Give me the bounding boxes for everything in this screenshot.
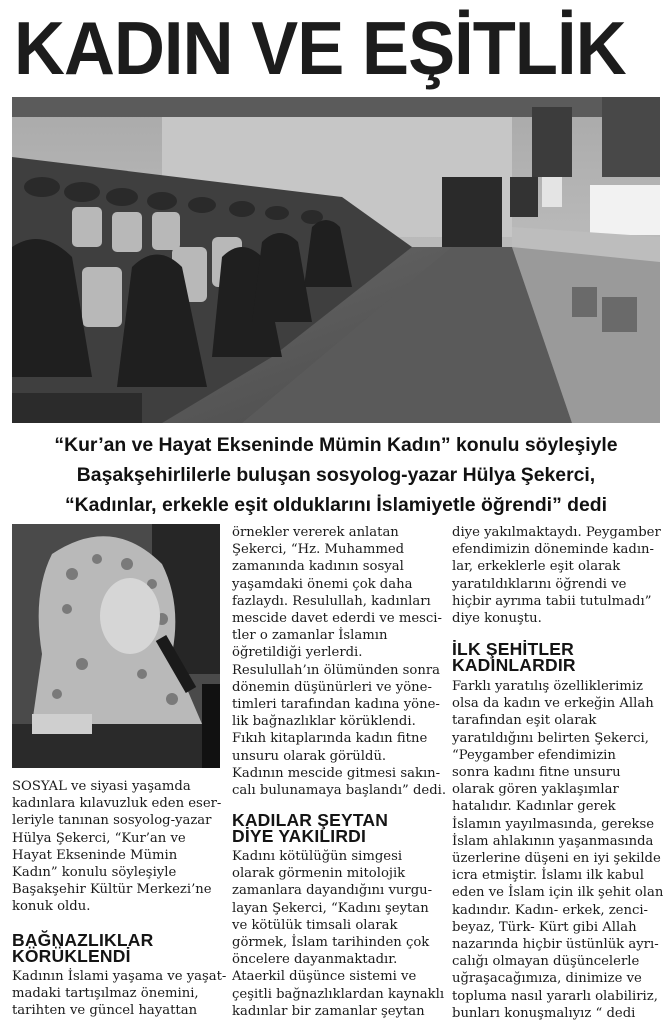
- body-line: diye yakılmaktaydı. Peygamber: [452, 525, 661, 540]
- body-line: layan Şekerci, “Kadını şeytan: [232, 900, 429, 916]
- body-line: dönemin düşünürleri ve yöne-: [232, 679, 432, 695]
- subhead-line: BAĞNAZLIKLAR: [12, 930, 154, 950]
- body-line: efendimizin döneminde kadın-: [452, 542, 655, 558]
- deck: [6, 430, 666, 520]
- body-line: kadınlara kılavuzluk eden eser-: [12, 796, 222, 812]
- body-line: nazarında hiçbir üstünlük ayrı-: [452, 937, 659, 953]
- deck-line: “Kadınlar, erkekle eşit olduklarını İslamiyetle öğrendi” dedi: [64, 494, 608, 516]
- deck-line: Başakşehirlilerle buluşan sosyolog-yazar Hülya Şekerci,: [76, 464, 596, 486]
- body-line: yaşamdaki önemi çok daha: [232, 576, 413, 592]
- body-line: SOSYAL ve siyasi yaşamda: [12, 779, 191, 794]
- body-line: zamanlara dayandığını vurgu-: [232, 883, 433, 899]
- body-line: tler o zamanlar İslamın: [232, 628, 388, 644]
- body-line: Farklı yaratılış özelliklerimiz: [452, 679, 643, 694]
- subhead-line: KÖRÜKLENDİ: [12, 946, 131, 966]
- body-line: görmek, İslam tarihinden çok: [232, 935, 430, 951]
- body-line: kadınlar bir zamanlar şeytan: [232, 1003, 425, 1019]
- body-line: “Peygamber efendimizin: [452, 747, 616, 763]
- body-line: diye konuştu.: [452, 611, 542, 627]
- body-line: eden ve İslam için ilk şehit olan: [452, 885, 664, 901]
- headline: KADIN VE EŞİTLİK: [14, 6, 626, 90]
- body-line: timleri tarafından kadına yöne-: [232, 697, 440, 713]
- body-line: Resulullah’ın ölümünden sonra: [232, 662, 441, 678]
- body-line: lar, erkeklerle eşit olarak: [452, 559, 621, 575]
- article-column-1-continued: [12, 968, 227, 1020]
- deck-line: “Kur’an ve Hayat Ekseninde Mümin Kadın” konulu söyleşiyle: [54, 434, 618, 456]
- subhead-kadilar-seytan: [232, 812, 442, 844]
- body-line: yaratıldığını belirten Şekerci,: [452, 730, 649, 746]
- body-line: bunları konuşmalıyız “ dedi: [452, 1005, 636, 1021]
- body-line: İslamın yayılmasında, gerekse: [452, 816, 655, 832]
- article-column-2: [232, 524, 447, 799]
- body-line: calığı olmayan düşüncelerle: [452, 954, 640, 970]
- article-column-1: [12, 778, 222, 916]
- speaker-portrait: [12, 524, 220, 768]
- body-line: öncelere dayanmaktadır.: [232, 952, 398, 968]
- body-line: calı bulunamaya başlandı” dedi.: [232, 783, 447, 799]
- body-line: hatalıdır. Kadınlar gerek: [452, 799, 616, 815]
- body-line: icra etmiştir. İslamı ilk kabul: [452, 868, 644, 884]
- body-line: Kadın” konulu söyleşiyle: [12, 865, 177, 881]
- subhead-bagnazliklar: [12, 932, 222, 964]
- body-line: beyaz, Türk- Kürt gibi Allah: [452, 919, 637, 935]
- body-line: unsuru olarak görüldü.: [232, 748, 387, 764]
- subhead-line: DİYE YAKILIRDI: [232, 826, 367, 846]
- body-line: fazlaydı. Resulullah, kadınları: [232, 593, 431, 609]
- article-column-3-continued: [452, 678, 664, 1022]
- body-line: Hülya Şekerci, “Kur’an ve: [12, 830, 186, 846]
- body-line: mescide davet ederdi ve mesci-: [232, 611, 442, 627]
- body-line: Kadının İslami yaşama ve yaşat-: [12, 969, 227, 984]
- body-line: leriyle tanınan sosyolog-yazar: [12, 813, 212, 829]
- body-line: çeşitli bağnazlıklardan kaynaklı: [232, 986, 445, 1002]
- body-line: topluma nasıl yararlı olabiliriz,: [452, 988, 658, 1004]
- body-line: kadındır. Kadın- erkek, zenci-: [452, 902, 649, 918]
- body-line: uğraşacağımıza, dinimize ve: [452, 971, 642, 987]
- body-line: Ataerkil düşünce sistemi ve: [232, 969, 417, 985]
- body-line: üzerlerine düşeni en iyi şekilde: [452, 851, 661, 867]
- body-line: İslam ahlakının yaşanmasında: [452, 833, 654, 849]
- body-line: tarafından eşit olarak: [452, 713, 597, 729]
- body-line: madaki tartışılmaz önemini,: [12, 986, 199, 1002]
- body-line: olarak gören yaklaşımlar: [452, 782, 619, 798]
- body-line: olarak görmenin mitolojik: [232, 866, 406, 882]
- body-line: Başakşehir Kültür Merkezi’ne: [12, 882, 212, 898]
- article-column-3: [452, 524, 664, 627]
- subhead-line: KADILAR ŞEYTAN: [232, 810, 389, 830]
- body-line: Kadını kötülüğün simgesi: [232, 849, 403, 864]
- body-line: öğretildiği yerlerdi.: [232, 645, 363, 661]
- body-line: zamanında kadının sosyal: [232, 559, 404, 575]
- body-line: örnekler vererek anlatan: [232, 525, 399, 540]
- body-line: yaratıldıklarını öğrendi ve: [452, 576, 627, 592]
- subhead-ilk-sehitler: [452, 641, 664, 673]
- auditorium-photo: [12, 97, 660, 423]
- body-line: olsa da kadın ve erkeğin Allah: [452, 696, 654, 712]
- article-column-2-continued: [232, 848, 445, 1020]
- body-line: Kadının mescide gitmesi sakın-: [232, 765, 441, 781]
- body-line: konuk oldu.: [12, 899, 91, 915]
- body-line: tarihten ve güncel hayattan: [12, 1003, 198, 1019]
- body-line: Hayat Ekseninde Mümin: [12, 847, 178, 863]
- body-line: Fıkıh kitaplarında kadın fitne: [232, 731, 428, 747]
- body-line: lik bağnazlıklar körüklendi.: [232, 714, 416, 730]
- subhead-line: İLK ŞEHİTLER: [452, 639, 574, 659]
- body-line: sonra kadını fitne unsuru: [452, 765, 621, 781]
- body-line: Şekerci, “Hz. Muhammed: [232, 542, 405, 558]
- body-line: hiçbir ayrıma tabii tutulmadı”: [452, 593, 652, 609]
- body-line: ve kötülük timsali olarak: [232, 917, 398, 933]
- subhead-line: KADINLARDIR: [452, 655, 576, 675]
